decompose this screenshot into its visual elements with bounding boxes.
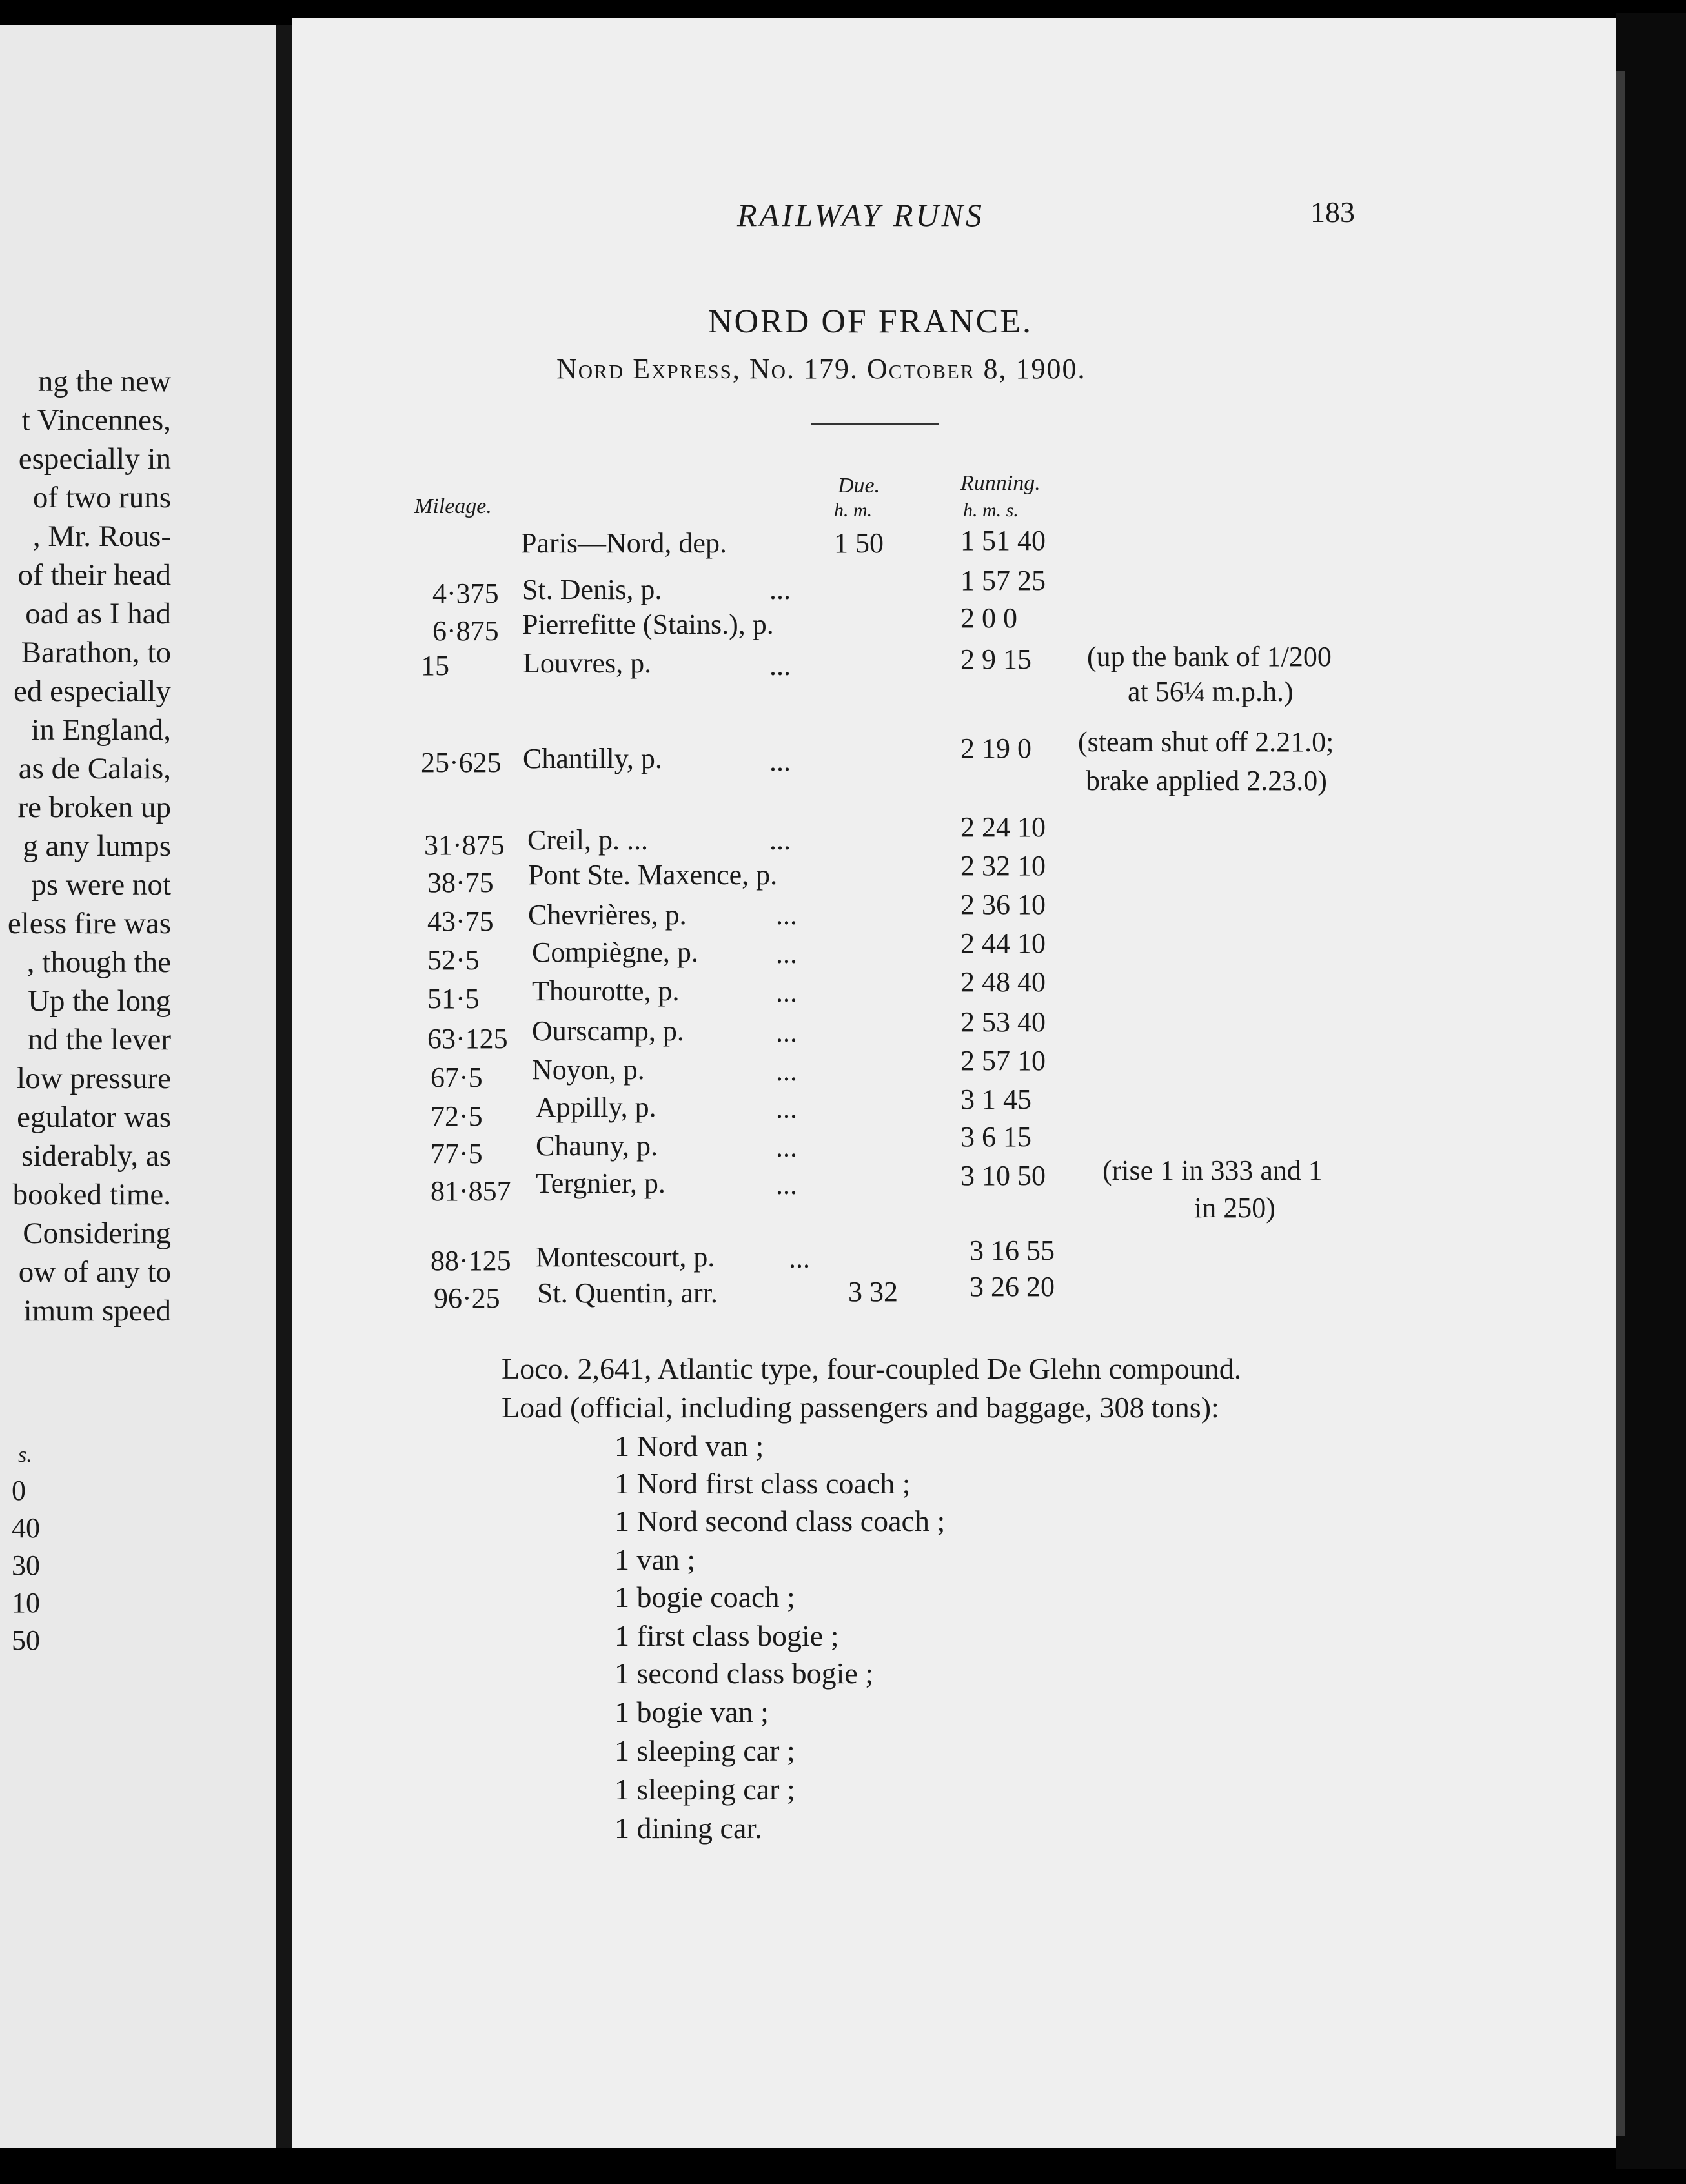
left-text-line: Considering [23,1217,171,1250]
left-text-line: ps were not [31,868,171,902]
left-seconds-header: s. [18,1443,32,1467]
row-running: 3 6 15 [960,1121,1031,1153]
row-station: Chantilly, p. [523,743,662,774]
left-text-line: ow of any to [18,1255,171,1289]
row-running: 2 53 40 [960,1006,1046,1038]
row-mileage: 38·75 [427,867,494,898]
row-dots: ... [776,1131,797,1163]
left-text-line: of their head [17,558,171,592]
row-station: Pierrefitte (Stains.), p. [522,609,774,640]
loco-line: Loco. 2,641, Atlantic type, four-coupled De Glehn compound. [502,1352,1242,1385]
left-text-line: Up the long [28,984,171,1018]
row-note: (steam shut off 2.21.0; [1078,726,1334,758]
row-note: at 56¼ m.p.h.) [1128,676,1294,707]
row-mileage: 63·125 [427,1023,508,1055]
left-text-line: ng the new [37,365,171,398]
row-mileage: 4·375 [432,578,499,609]
due-header: Due. [838,474,880,498]
row-running: 2 9 15 [960,643,1031,675]
row-station: Appilly, p. [536,1091,656,1123]
row-running: 2 32 10 [960,850,1046,882]
row-station: Pont Ste. Maxence, p. [528,859,778,891]
left-text-line: siderably, as [21,1139,171,1173]
running-head: RAILWAY RUNS [737,197,984,233]
row-mileage: 81·857 [431,1175,511,1207]
row-mileage: 51·5 [427,983,480,1015]
row-running: 2 48 40 [960,966,1046,998]
row-running: 2 36 10 [960,889,1046,920]
load-line: Load (official, including passengers and baggage, 308 tons): [502,1391,1219,1424]
mileage-header: Mileage. [414,494,492,518]
page-subtitle: Nord Express, No. 179. October 8, 1900. [556,353,1086,385]
row-note: (rise 1 in 333 and 1 [1102,1155,1323,1186]
left-text-line: as de Calais, [18,752,171,785]
vehicle-item: 1 Nord van ; [614,1430,764,1462]
row-mileage: 43·75 [427,905,494,937]
row-running: 1 51 40 [960,525,1046,556]
book-page [292,18,1616,2148]
row-dots: ... [769,824,791,856]
row-station: St. Denis, p. [522,574,662,605]
row-running: 3 10 50 [960,1160,1046,1191]
row-running: 3 26 20 [970,1271,1055,1302]
vehicle-item: 1 first class bogie ; [614,1619,839,1652]
due-units: h. m. [834,500,873,521]
row-station: Creil, p. ... [527,824,648,856]
row-dots: ... [776,976,797,1008]
vehicle-item: 1 second class bogie ; [614,1657,874,1690]
row-dots: ... [776,938,797,969]
left-text-line: especially in [18,442,171,476]
left-text-line: low pressure [17,1062,171,1095]
row-station: Montescourt, p. [536,1241,715,1273]
left-text-line: eless fire was [7,907,171,940]
left-text-line: in England, [31,713,171,747]
row-dots: ... [776,1093,797,1124]
left-text-line: t Vincennes, [21,403,171,437]
row-mileage: 31·875 [424,829,505,861]
row-dots: ... [769,650,791,682]
row-note: in 250) [1194,1192,1275,1224]
left-seconds-value: 50 [12,1624,40,1656]
vehicle-item: 1 bogie van ; [614,1695,769,1728]
left-text-line: imum speed [23,1294,171,1328]
row-mileage: 52·5 [427,944,480,976]
row-dots: ... [776,1055,797,1087]
row-mileage: 77·5 [431,1138,483,1169]
vehicle-item: 1 sleeping car ; [614,1773,795,1806]
row-running: 2 19 0 [960,733,1031,764]
row-dots: ... [776,899,797,931]
left-text-line: re broken up [17,791,171,824]
page-number: 183 [1310,196,1355,228]
row-station: Chauny, p. [536,1130,658,1162]
row-mileage: 96·25 [434,1282,500,1314]
row-mileage: 72·5 [431,1100,483,1132]
row-note: (up the bank of 1/200 [1087,641,1332,672]
left-text-line: oad as I had [25,597,171,631]
row-station: Paris—Nord, dep. [521,527,727,559]
vehicle-item: 1 Nord second class coach ; [614,1504,946,1537]
page-right-edge [1616,13,1686,2169]
vehicle-item: 1 bogie coach ; [614,1581,795,1613]
left-text-line: egulator was [17,1100,171,1134]
row-mileage: 25·625 [421,747,502,778]
row-station: Thourotte, p. [532,975,680,1007]
row-dots: ... [769,574,791,605]
left-text-line: , Mr. Rous- [32,520,171,553]
left-text-line: Barathon, to [21,636,171,669]
previous-page [0,25,284,2148]
row-running: 2 0 0 [960,602,1017,634]
row-station: Noyon, p. [532,1054,645,1086]
row-running: 3 1 45 [960,1084,1031,1115]
row-running: 1 57 25 [960,565,1046,596]
row-station: Louvres, p. [523,647,652,679]
row-due: 1 50 [834,527,884,559]
title-rule [811,423,939,425]
row-mileage: 6·875 [432,615,499,647]
row-running: 2 57 10 [960,1045,1046,1077]
vehicle-item: 1 dining car. [614,1812,762,1845]
left-text-line: of two runs [32,481,171,514]
row-station: Compiègne, p. [532,936,698,968]
book-gutter [276,25,292,2148]
row-mileage: 15 [421,650,449,682]
left-seconds-value: 10 [12,1587,40,1619]
row-running: 2 44 10 [960,927,1046,959]
left-text-line: nd the lever [28,1023,171,1057]
row-station: St. Quentin, arr. [537,1277,718,1309]
page-title: NORD OF FRANCE. [708,303,1033,340]
left-seconds-value: 30 [12,1550,40,1581]
row-mileage: 67·5 [431,1062,483,1093]
row-station: Chevrières, p. [528,899,687,931]
row-station: Ourscamp, p. [532,1015,684,1047]
left-text-line: , though the [26,945,171,979]
left-text-line: booked time. [12,1178,171,1211]
left-text-line: ed especially [13,674,171,708]
vehicle-item: 1 van ; [614,1543,696,1576]
running-header: Running. [960,471,1041,495]
row-due: 3 32 [848,1276,898,1308]
row-dots: ... [789,1242,810,1274]
row-running: 2 24 10 [960,811,1046,843]
row-dots: ... [776,1016,797,1048]
row-station: Tergnier, p. [536,1168,665,1199]
left-text-line: g any lumps [23,829,171,863]
row-running: 3 16 55 [970,1235,1055,1266]
row-dots: ... [769,745,791,777]
running-units: h. m. s. [963,500,1019,521]
left-seconds-value: 0 [12,1475,26,1506]
vehicle-item: 1 sleeping car ; [614,1734,795,1767]
left-seconds-value: 40 [12,1512,40,1544]
row-mileage: 88·125 [431,1245,511,1277]
row-dots: ... [776,1169,797,1200]
vehicle-item: 1 Nord first class coach ; [614,1467,911,1500]
row-note: brake applied 2.23.0) [1086,765,1327,796]
